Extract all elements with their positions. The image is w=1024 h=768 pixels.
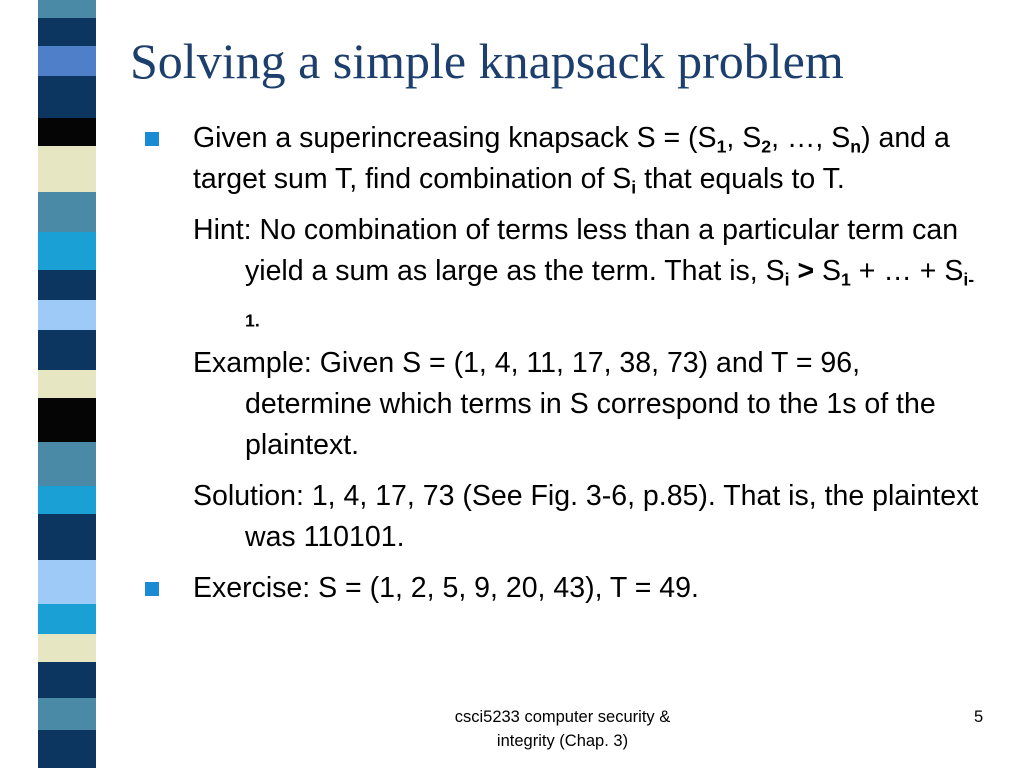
stripe-segment <box>38 442 96 486</box>
square-bullet-icon <box>145 582 159 596</box>
stripe-segment <box>38 118 96 146</box>
stripe-segment <box>38 698 96 730</box>
page-number: 5 <box>974 708 984 726</box>
example-paragraph: Example: Given S = (1, 4, 11, 17, 38, 73) and T = 96, determine which terms in S correspond to the 1s of the plaintext. <box>193 347 936 461</box>
subscript: 2 <box>761 136 772 157</box>
stripe-segment <box>38 46 96 76</box>
stripe-segment <box>38 330 96 370</box>
hint-paragraph <box>145 210 985 333</box>
slide-body <box>145 118 985 619</box>
stripe-segment <box>38 370 96 398</box>
stripe-segment <box>38 398 96 442</box>
footer-course-line: integrity (Chap. 3) <box>496 732 629 750</box>
stripe-segment <box>38 560 96 604</box>
square-bullet-icon <box>145 132 159 146</box>
subscript: i-1. <box>245 269 975 331</box>
slide-footer <box>400 705 725 753</box>
greater-than-symbol: > <box>789 255 823 287</box>
stripe-segment <box>38 76 96 118</box>
bullet-text: that equals to T. <box>636 163 845 195</box>
bullet-text: Exercise: S = (1, 2, 5, 9, 20, 43), T = 49. <box>193 572 699 604</box>
hint-text: Hint: No combination of terms less than a particular term can yield a sum as large as the term. That is, S <box>193 214 959 287</box>
stripe-segment <box>38 0 96 18</box>
stripe-segment <box>38 604 96 634</box>
subscript: 1 <box>841 269 851 290</box>
hint-text: S <box>822 255 842 287</box>
bullet-exercise <box>145 568 985 609</box>
stripe-segment <box>38 514 96 560</box>
stripe-segment <box>38 192 96 232</box>
subscript: i <box>784 269 790 290</box>
stripe-segment <box>38 730 96 768</box>
stripe-segment <box>38 270 96 300</box>
bullet-text: ) and a target sum T, find combination of S <box>193 122 950 195</box>
subscript: n <box>850 136 862 157</box>
hint-text: + … + S <box>850 255 964 287</box>
stripe-segment <box>38 146 96 192</box>
stripe-segment <box>38 18 96 46</box>
footer-course-line: csci5233 computer security & <box>454 708 671 726</box>
stripe-segment <box>38 300 96 330</box>
solution-paragraph: Solution: 1, 4, 17, 73 (See Fig. 3-6, p.85). That is, the plaintext was 110101. <box>193 480 979 553</box>
bullet-superincreasing <box>145 118 985 200</box>
subscript: 1 <box>716 136 727 157</box>
bullet-text: Given a superincreasing knapsack S = (S <box>193 122 717 154</box>
bullet-text: , S <box>726 122 762 154</box>
bullet-text: , …, S <box>771 122 851 154</box>
stripe-segment <box>38 486 96 514</box>
stripe-segment <box>38 232 96 270</box>
stripe-segment <box>38 662 96 698</box>
slide-title: Solving a simple knapsack problem <box>130 33 844 89</box>
stripe-segment <box>38 634 96 662</box>
decorative-stripe-bar <box>38 0 96 768</box>
subscript: i <box>631 177 637 198</box>
